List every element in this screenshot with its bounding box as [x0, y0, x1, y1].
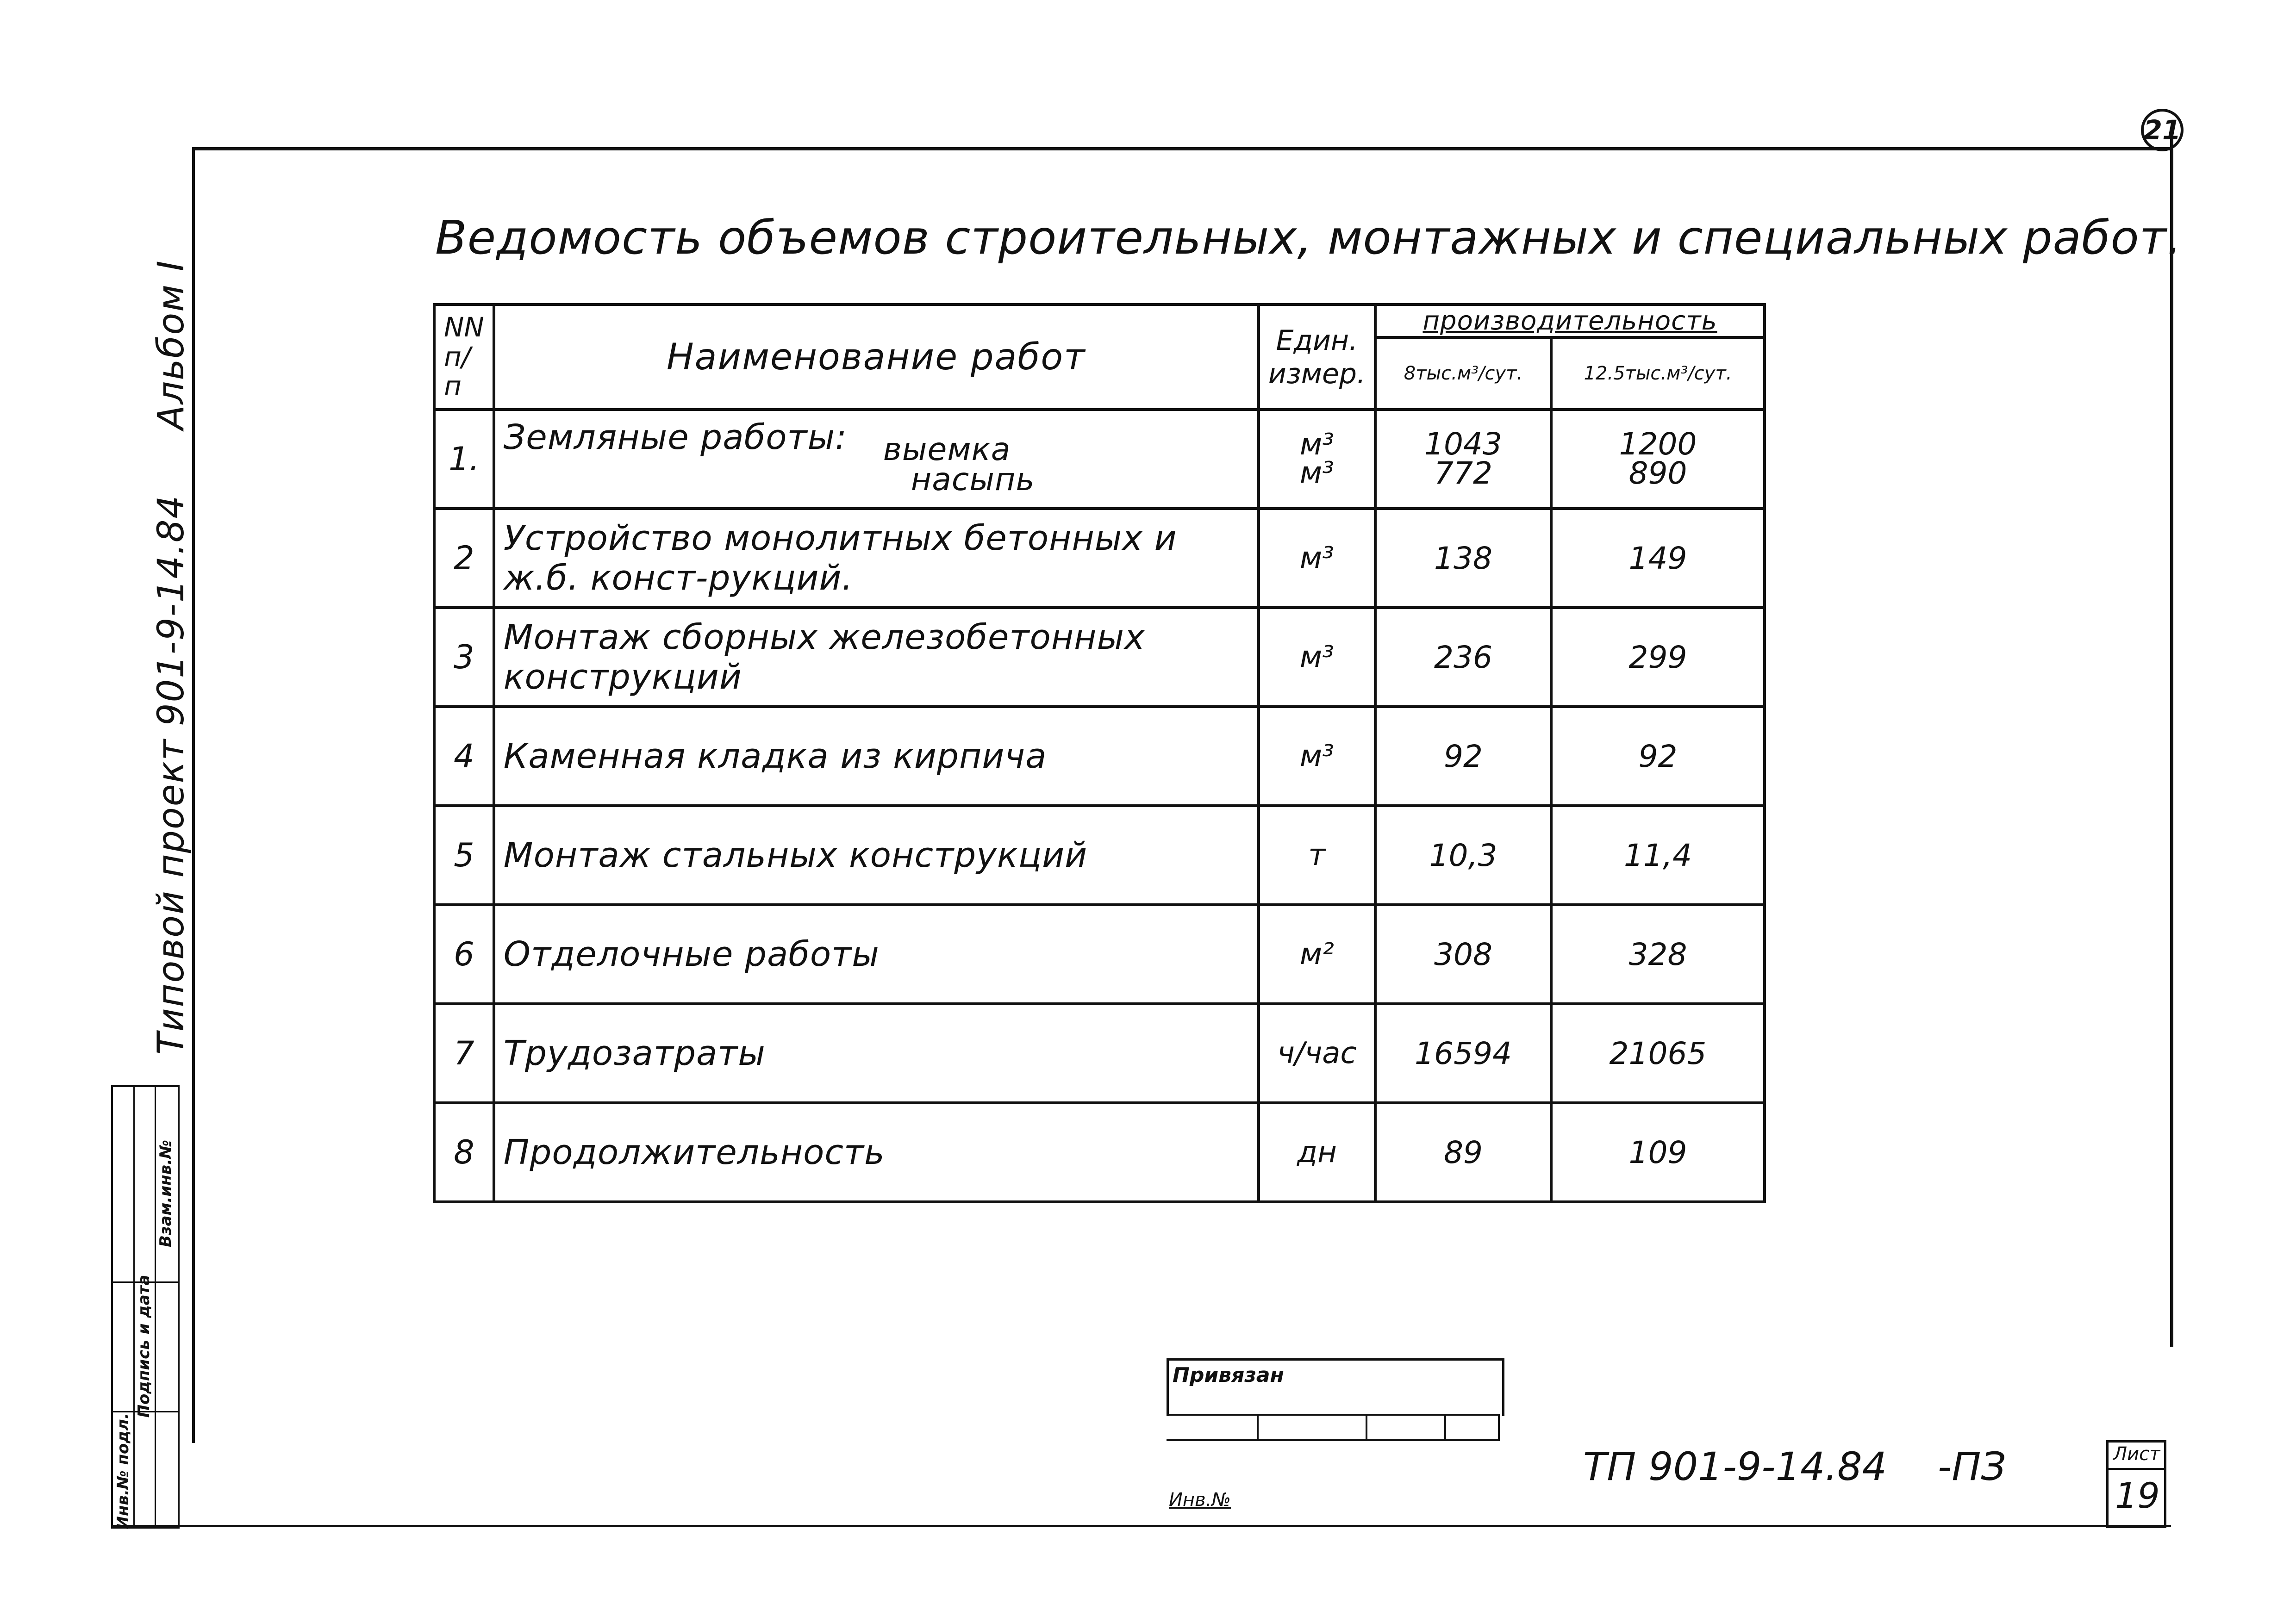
stamp-divider	[155, 1087, 156, 1527]
binding-tick	[1257, 1414, 1259, 1439]
row-value-8: 92	[1375, 707, 1551, 806]
frame-left-line	[192, 147, 195, 1443]
binding-tick	[1366, 1414, 1367, 1439]
table-row	[434, 1004, 1765, 1103]
row-unit: м³	[1259, 509, 1375, 608]
binding-stamp	[1167, 1358, 1504, 1416]
table-row	[434, 905, 1765, 1004]
table-header-row	[434, 305, 1765, 337]
row-number: 8	[434, 1103, 494, 1202]
document-code	[1583, 1444, 2006, 1489]
row-value-8-b: 772	[1434, 455, 1492, 491]
row-value-8	[1375, 410, 1551, 509]
row-value-12-5	[1551, 410, 1765, 509]
sheet-number-box	[2106, 1440, 2166, 1528]
header-name: Наименование работ	[494, 305, 1259, 410]
row-value-8: 89	[1375, 1103, 1551, 1202]
row-unit	[1259, 410, 1375, 509]
row-name: Отделочные работы	[494, 905, 1259, 1004]
sheet-number-circle: 21	[2141, 109, 2184, 151]
table-row	[434, 410, 1765, 509]
row-value-12-5: 299	[1551, 608, 1765, 707]
row-value-12-5: 11,4	[1551, 806, 1765, 905]
row-name-main: Земляные работы:	[503, 417, 847, 457]
stamp-inv-label: Инв.№ подл.	[114, 1413, 132, 1530]
row-value-12-5: 92	[1551, 707, 1765, 806]
stamp-signature-label: Подпись и дата	[135, 1275, 153, 1418]
header-prod-12-5: 12.5тыс.м³/сут.	[1551, 337, 1765, 410]
header-unit: Един. измер.	[1259, 305, 1375, 410]
row-value-12-5: 149	[1551, 509, 1765, 608]
row-number: 1.	[434, 410, 494, 509]
row-value-8: 10,3	[1375, 806, 1551, 905]
row-value-12-5: 109	[1551, 1103, 1765, 1202]
row-value-12-5: 328	[1551, 905, 1765, 1004]
header-nn: NN п/п	[434, 305, 494, 410]
binding-rule	[1167, 1414, 1500, 1416]
margin-project-label	[150, 195, 192, 1055]
row-number: 5	[434, 806, 494, 905]
row-value-8-a: 1043	[1424, 426, 1502, 462]
header-prod-8: 8тыс.м³/сут.	[1375, 337, 1551, 410]
row-value-12-5-b: 890	[1628, 455, 1687, 491]
row-number: 4	[434, 707, 494, 806]
binding-rule	[1167, 1439, 1500, 1441]
frame-right-line	[2170, 139, 2173, 1347]
left-stamp	[111, 1085, 180, 1529]
row-unit: ч/час	[1259, 1004, 1375, 1103]
row-name	[494, 410, 1259, 509]
row-number: 6	[434, 905, 494, 1004]
table-row	[434, 707, 1765, 806]
row-unit: м³	[1259, 707, 1375, 806]
row-unit: м²	[1259, 905, 1375, 1004]
row-name: Продолжительность	[494, 1103, 1259, 1202]
table-row	[434, 806, 1765, 905]
row-value-8: 16594	[1375, 1004, 1551, 1103]
row-name: Каменная кладка из кирпича	[494, 707, 1259, 806]
frame-top-line	[192, 147, 2173, 150]
binding-tick	[1498, 1414, 1500, 1439]
works-volume-table	[433, 303, 1766, 1203]
row-unit: т	[1259, 806, 1375, 905]
row-unit: дн	[1259, 1103, 1375, 1202]
document-title: Ведомость объемов строительных, монтажных и специальных работ.	[435, 211, 2182, 265]
row-number: 3	[434, 608, 494, 707]
row-value-8: 236	[1375, 608, 1551, 707]
stamp-replaced-label: Взам.инв.№	[156, 1140, 175, 1247]
table-row	[434, 509, 1765, 608]
frame-bottom-line	[111, 1525, 2171, 1527]
row-name: Устройство монолитных бетонных и ж.б. конст-рукций.	[494, 509, 1259, 608]
table-row	[434, 608, 1765, 707]
row-number: 7	[434, 1004, 494, 1103]
row-name: Монтаж стальных конструкций	[494, 806, 1259, 905]
margin-album-text: Альбом I	[150, 260, 192, 430]
row-name-sub-fill: насыпь	[911, 461, 1035, 498]
row-name-sub-excavation: выемка	[883, 431, 1011, 468]
row-value-8: 308	[1375, 905, 1551, 1004]
row-number: 2	[434, 509, 494, 608]
sheet-box-rule	[2109, 1468, 2164, 1470]
row-name: Трудозатраты	[494, 1004, 1259, 1103]
row-unit-a: м³	[1299, 428, 1334, 462]
binding-label: Привязан	[1173, 1363, 1284, 1387]
sheet-number: 19	[2115, 1475, 2160, 1516]
header-productivity: производительность	[1375, 305, 1765, 337]
sheet-label: Лист	[2113, 1443, 2160, 1465]
row-name: Монтаж сборных железобетонных конструкций	[494, 608, 1259, 707]
table-row	[434, 1103, 1765, 1202]
row-unit: м³	[1259, 608, 1375, 707]
inv-label: Инв.№	[1169, 1489, 1231, 1511]
row-value-12-5-a: 1200	[1619, 426, 1697, 462]
document-code-suffix: -ПЗ	[1938, 1444, 2006, 1489]
row-unit-b: м³	[1299, 456, 1334, 490]
binding-tick	[1444, 1414, 1446, 1439]
row-value-12-5: 21065	[1551, 1004, 1765, 1103]
document-code-main: ТП 901-9-14.84	[1583, 1444, 1887, 1489]
row-value-8: 138	[1375, 509, 1551, 608]
margin-project-text: Типовой проект 901-9-14.84	[150, 494, 192, 1055]
